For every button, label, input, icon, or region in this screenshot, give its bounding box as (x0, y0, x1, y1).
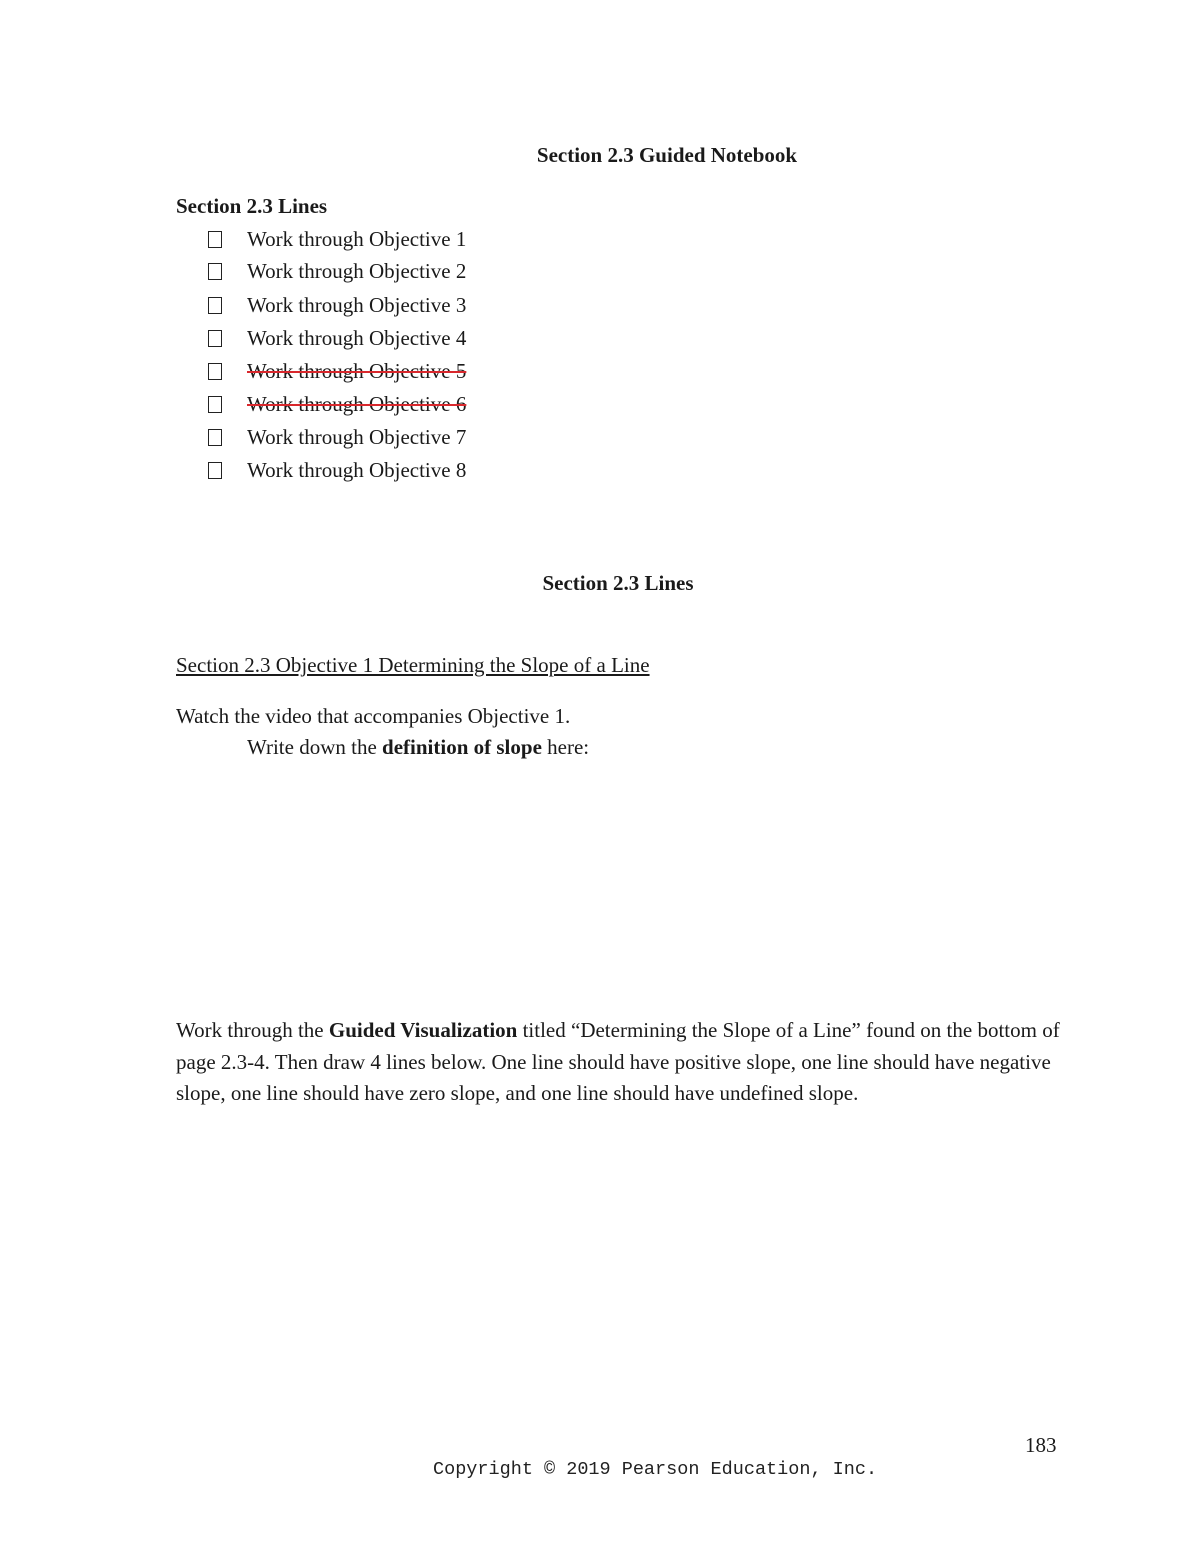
checklist-item-label: Work through Objective 3 (247, 293, 467, 317)
checkbox-icon[interactable] (208, 429, 222, 446)
watch-instruction: Watch the video that accompanies Objective 1. (176, 704, 571, 728)
checklist-item-label: Work through Objective 4 (247, 326, 467, 350)
checklist-item-label: Work through Objective 2 (247, 259, 467, 283)
write-suffix: here: (541, 735, 590, 759)
copyright-footer: Copyright © 2019 Pearson Education, Inc. (433, 1459, 878, 1480)
checkbox-icon[interactable] (208, 263, 222, 280)
para-rest: titled “Determining the Slope of a Line” found on the bottom of page 2.3-4. Then draw 4 lines below. One line should have positive slope, one line should have negative slope, one line should have zero slope, and one line should have undefined slope. (176, 1018, 1060, 1105)
checklist-item-label-struck: Work through Objective 5 (247, 359, 467, 383)
write-instruction (247, 735, 589, 760)
checklist-item-label: Work through Objective 7 (247, 425, 467, 449)
checklist-item-label: Work through Objective 8 (247, 458, 467, 482)
document-title: Section 2.3 Guided Notebook (536, 143, 798, 167)
para-bold-term: Guided Visualization (328, 1018, 518, 1042)
page-number: 183 (1025, 1433, 1057, 1457)
checkbox-icon[interactable] (208, 396, 222, 413)
checkbox-icon[interactable] (208, 363, 222, 380)
checkbox-icon[interactable] (208, 330, 222, 347)
checkbox-icon[interactable] (208, 462, 222, 479)
objective-heading: Section 2.3 Objective 1 Determining the Slope of a Line (176, 653, 650, 677)
section-title: Section 2.3 Lines (542, 571, 694, 595)
para-prefix: Work through the (176, 1018, 329, 1042)
checklist-item-label-struck: Work through Objective 6 (247, 392, 467, 416)
write-bold-term: definition of slope (382, 735, 542, 759)
checkbox-icon[interactable] (208, 231, 222, 248)
write-prefix: Write down the (247, 735, 383, 759)
section-heading: Section 2.3 Lines (176, 194, 328, 218)
checkbox-icon[interactable] (208, 297, 222, 314)
checklist-item-label: Work through Objective 1 (247, 227, 467, 251)
visualization-paragraph (176, 1015, 1066, 1110)
